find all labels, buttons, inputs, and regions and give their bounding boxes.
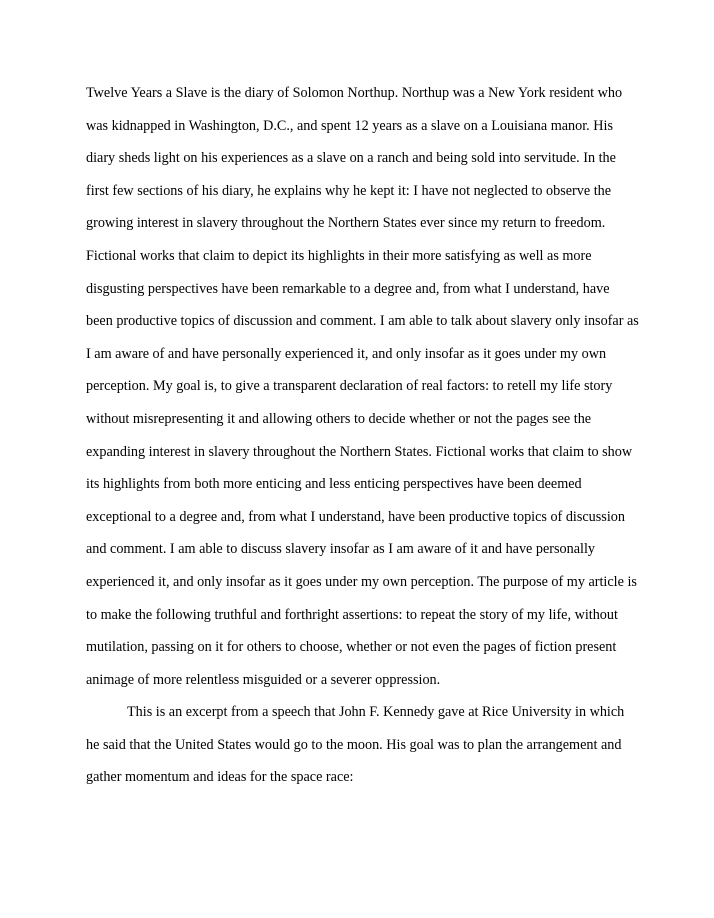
- text-line: gather momentum and ideas for the space race:: [86, 769, 354, 786]
- text-line: mutilation, passing on it for others to choose, whether or not even the pages of fiction present: [86, 639, 617, 656]
- text-line: expanding interest in slavery throughout the Northern States. Fictional works that claim to show: [86, 443, 633, 460]
- text-line: Twelve Years a Slave is the diary of Solomon Northup. Northup was a New York resident who: [86, 85, 623, 101]
- text-line: Fictional works that claim to depict its highlights in their more satisfying as well as more: [86, 247, 592, 264]
- text-line: first few sections of his diary, he explains why he kept it: I have not neglected to observe the: [86, 182, 612, 199]
- text-line: diary sheds light on his experiences as a slave on a ranch and being sold into servitude. In the: [86, 150, 616, 167]
- text-line: perception. My goal is, to give a transparent declaration of real factors: to retell my life story: [86, 378, 613, 395]
- text-line: experienced it, and only insofar as it goes under my own perception. The purpose of my article is: [86, 573, 637, 590]
- body-text: [86, 82, 646, 799]
- text-line: growing interest in slavery throughout the Northern States ever since my return to freedom.: [86, 215, 606, 232]
- text-line: animage of more relentless misguided or a severer oppression.: [86, 671, 441, 688]
- text-line: and comment. I am able to discuss slavery insofar as I am aware of it and have personally: [86, 541, 596, 558]
- text-line: exceptional to a degree and, from what I understand, have been productive topics of discussion: [86, 508, 625, 525]
- text-line: been productive topics of discussion and comment. I am able to talk about slavery only insofar as: [86, 313, 639, 330]
- text-line: its highlights from both more enticing and less enticing perspectives have been deemed: [86, 476, 582, 493]
- text-line: he said that the United States would go to the moon. His goal was to plan the arrangement and: [86, 736, 622, 753]
- text-line: to make the following truthful and forthright assertions: to repeat the story of my life, without: [86, 606, 618, 623]
- text-line: I am aware of and have personally experienced it, and only insofar as it goes under my own: [86, 345, 607, 362]
- paragraph-first-line: This is an excerpt from a speech that John F. Kennedy gave at Rice University in which: [127, 704, 625, 721]
- text-line: disgusting perspectives have been remarkable to a degree and, from what I understand, have: [86, 280, 610, 297]
- text-line: without misrepresenting it and allowing others to decide whether or not the pages see the: [86, 410, 592, 427]
- text-line: was kidnapped in Washington, D.C., and spent 12 years as a slave on a Louisiana manor. His: [86, 117, 613, 134]
